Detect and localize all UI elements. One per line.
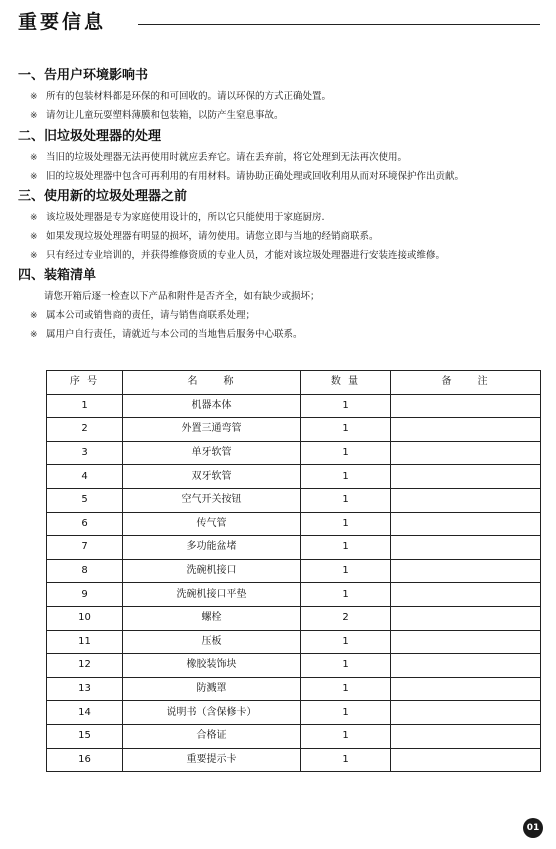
section-heading-1: 一、告用户环境影响书 xyxy=(18,68,149,83)
table-row xyxy=(47,606,541,630)
cell-remarks xyxy=(391,701,541,725)
cell-remarks xyxy=(391,441,541,465)
cell-index: 11 xyxy=(47,630,123,654)
cell-name: 说明书（含保修卡） xyxy=(123,701,301,725)
cell-quantity: 1 xyxy=(301,465,391,489)
note-item xyxy=(30,151,407,165)
cell-name: 防溅罩 xyxy=(123,677,301,701)
cell-quantity: 1 xyxy=(301,512,391,536)
section-heading-2: 二、旧垃圾处理器的处理 xyxy=(18,129,162,144)
note-item xyxy=(30,309,255,323)
note-text: 所有的包装材料都是环保的和可回收的。请以环保的方式正确处置。 xyxy=(46,91,332,102)
note-text: 旧的垃圾处理器中包含可再利用的有用材料。请协助正确处理或回收利用从而对环境保护作出贡献。 xyxy=(46,171,465,182)
cell-name: 螺栓 xyxy=(123,606,301,630)
table-row xyxy=(47,488,541,512)
note-mark: ※ xyxy=(30,213,38,223)
cell-quantity: 1 xyxy=(301,630,391,654)
cell-remarks xyxy=(391,606,541,630)
cell-index: 14 xyxy=(47,701,123,725)
cell-name: 多功能盆堵 xyxy=(123,536,301,560)
cell-remarks xyxy=(391,536,541,560)
table-row xyxy=(47,559,541,583)
note-mark: ※ xyxy=(30,251,38,261)
cell-remarks xyxy=(391,654,541,678)
cell-remarks xyxy=(391,394,541,418)
note-item xyxy=(30,109,284,123)
cell-remarks xyxy=(391,583,541,607)
cell-index: 12 xyxy=(47,654,123,678)
cell-remarks xyxy=(391,465,541,489)
note-mark: ※ xyxy=(30,311,38,321)
cell-remarks xyxy=(391,724,541,748)
cell-index: 10 xyxy=(47,606,123,630)
note-item xyxy=(30,90,331,104)
cell-index: 3 xyxy=(47,441,123,465)
table-row xyxy=(47,630,541,654)
note-item xyxy=(30,170,464,184)
note-mark: ※ xyxy=(30,330,38,340)
cell-name: 压板 xyxy=(123,630,301,654)
cell-index: 9 xyxy=(47,583,123,607)
cell-name: 洗碗机接口平垫 xyxy=(123,583,301,607)
cell-quantity: 1 xyxy=(301,677,391,701)
cell-name: 传气管 xyxy=(123,512,301,536)
cell-name: 外置三通弯管 xyxy=(123,418,301,442)
cell-quantity: 1 xyxy=(301,583,391,607)
note-item xyxy=(30,211,325,225)
cell-quantity: 1 xyxy=(301,701,391,725)
note-text: 请勿让儿童玩耍塑料薄膜和包装箱，以防产生窒息事故。 xyxy=(46,110,284,121)
note-text: 属用户自行责任，请就近与本公司的当地售后服务中心联系。 xyxy=(46,329,303,340)
note-text: 当旧的垃圾处理器无法再使用时就应丢弃它。请在丢弃前，将它处理到无法再次使用。 xyxy=(46,152,408,163)
cell-remarks xyxy=(391,748,541,772)
cell-index: 15 xyxy=(47,724,123,748)
table-row xyxy=(47,512,541,536)
cell-quantity: 1 xyxy=(301,441,391,465)
table-body xyxy=(47,394,541,772)
note-item xyxy=(30,230,379,244)
note-text: 如果发现垃圾处理器有明显的损坏，请勿使用。请您立即与当地的经销商联系。 xyxy=(46,231,379,242)
cell-quantity: 1 xyxy=(301,488,391,512)
note-item xyxy=(30,249,445,263)
cell-quantity: 1 xyxy=(301,536,391,560)
note-text: 只有经过专业培训的，并获得维修资质的专业人员，才能对该垃圾处理器进行安装连接或维修。 xyxy=(46,250,446,261)
table-row xyxy=(47,418,541,442)
cell-index: 7 xyxy=(47,536,123,560)
table-row xyxy=(47,536,541,560)
cell-remarks xyxy=(391,488,541,512)
cell-index: 2 xyxy=(47,418,123,442)
page-title: 重要信息 xyxy=(18,11,107,33)
cell-quantity: 1 xyxy=(301,559,391,583)
cell-quantity: 1 xyxy=(301,418,391,442)
note-text: 该垃圾处理器是专为家庭使用设计的，所以它只能使用于家庭厨房. xyxy=(46,212,325,223)
header-quantity: 数 量 xyxy=(301,371,391,395)
table-header-row xyxy=(47,371,541,395)
table-row xyxy=(47,677,541,701)
cell-quantity: 2 xyxy=(301,606,391,630)
cell-remarks xyxy=(391,559,541,583)
note-mark: ※ xyxy=(30,153,38,163)
table-row xyxy=(47,441,541,465)
table-row xyxy=(47,654,541,678)
packing-list-table xyxy=(46,370,541,772)
cell-quantity: 1 xyxy=(301,654,391,678)
cell-name: 重要提示卡 xyxy=(123,748,301,772)
note-mark: ※ xyxy=(30,111,38,121)
table-row xyxy=(47,748,541,772)
cell-name: 空气开关按钮 xyxy=(123,488,301,512)
cell-remarks xyxy=(391,512,541,536)
note-mark: ※ xyxy=(30,172,38,182)
cell-name: 单牙软管 xyxy=(123,441,301,465)
cell-quantity: 1 xyxy=(301,724,391,748)
note-item xyxy=(30,328,303,342)
cell-remarks xyxy=(391,677,541,701)
cell-name: 双牙软管 xyxy=(123,465,301,489)
table-row xyxy=(47,394,541,418)
cell-quantity: 1 xyxy=(301,394,391,418)
cell-name: 合格证 xyxy=(123,724,301,748)
cell-name: 橡胶装饰块 xyxy=(123,654,301,678)
cell-index: 6 xyxy=(47,512,123,536)
cell-remarks xyxy=(391,630,541,654)
cell-name: 洗碗机接口 xyxy=(123,559,301,583)
cell-index: 8 xyxy=(47,559,123,583)
cell-name: 机器本体 xyxy=(123,394,301,418)
note-mark: ※ xyxy=(30,232,38,242)
header-index: 序 号 xyxy=(47,371,123,395)
cell-index: 1 xyxy=(47,394,123,418)
cell-index: 16 xyxy=(47,748,123,772)
title-row xyxy=(18,10,540,34)
section-heading-3: 三、使用新的垃圾处理器之前 xyxy=(18,189,188,204)
table-row xyxy=(47,583,541,607)
title-rule xyxy=(138,24,540,25)
cell-index: 4 xyxy=(47,465,123,489)
note-mark: ※ xyxy=(30,92,38,102)
page-number: 01 xyxy=(523,818,543,838)
header-name: 名 称 xyxy=(123,371,301,395)
table-row xyxy=(47,724,541,748)
cell-quantity: 1 xyxy=(301,748,391,772)
section-heading-4: 四、装箱清单 xyxy=(18,268,97,283)
note-text: 属本公司或销售商的责任，请与销售商联系处理； xyxy=(46,310,256,321)
table-row xyxy=(47,701,541,725)
cell-index: 5 xyxy=(47,488,123,512)
packing-intro: 请您开箱后逐一检查以下产品和附件是否齐全，如有缺少或损坏； xyxy=(44,291,320,302)
cell-remarks xyxy=(391,418,541,442)
table-row xyxy=(47,465,541,489)
cell-index: 13 xyxy=(47,677,123,701)
header-remarks: 备 注 xyxy=(391,371,541,395)
